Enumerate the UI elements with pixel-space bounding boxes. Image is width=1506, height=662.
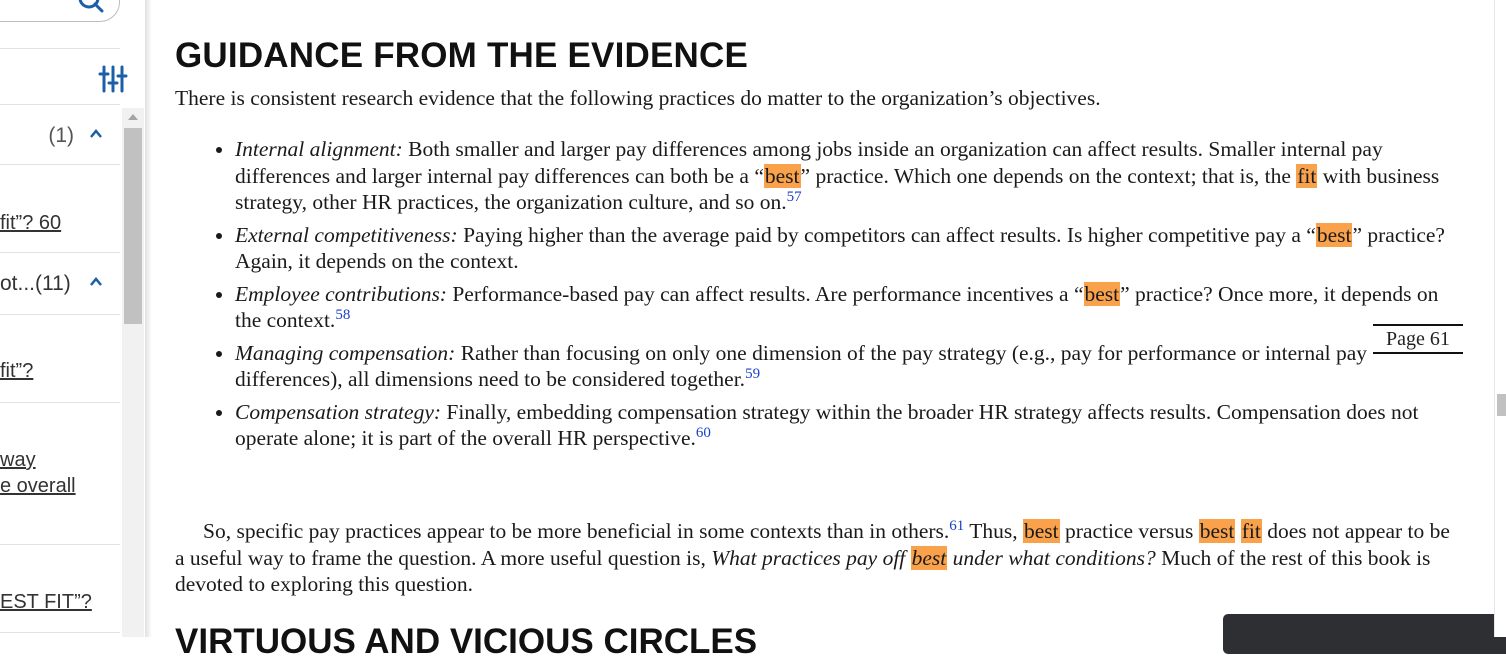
sidebar-scrollbar-thumb[interactable] xyxy=(124,128,142,324)
result-link[interactable]: e overall xyxy=(0,475,76,497)
list-item xyxy=(235,399,1465,452)
sidebar-shadow xyxy=(146,0,152,637)
result-count: (1) xyxy=(48,124,74,147)
sidebar-divider xyxy=(0,104,120,105)
result-link[interactable]: fit”? 60 xyxy=(0,212,62,234)
para-text: does not appear to be a useful way to frame the question. A more useful question is, xyxy=(175,519,1450,570)
search-highlight: best xyxy=(764,163,800,188)
sidebar-divider xyxy=(0,48,120,49)
search-results-sidebar xyxy=(0,0,146,637)
bullet-text: Performance-based pay can affect results. Are performance incentives a “ xyxy=(446,281,1084,306)
search-icon[interactable] xyxy=(76,0,104,16)
chevron-up-icon[interactable] xyxy=(88,126,104,142)
filter-icon[interactable] xyxy=(98,64,128,94)
footnote-link[interactable]: 57 xyxy=(786,188,802,205)
result-link[interactable]: fit”? xyxy=(0,360,34,382)
search-highlight: best xyxy=(1199,519,1235,543)
bullet-term: Employee contributions: xyxy=(235,281,447,306)
page-number-marker: Page 61 xyxy=(1373,324,1463,354)
bullet-term: External competitiveness: xyxy=(235,222,458,247)
bullet-text: Both smaller and larger pay differences among jobs inside an organization can affect results. Smaller internal pay differences and larger internal pay differences can both be a “ xyxy=(235,137,1383,188)
result-group-toggle[interactable] xyxy=(0,120,120,150)
floating-toolbar[interactable] xyxy=(1223,614,1506,654)
section-heading: GUIDANCE FROM THE EVIDENCE xyxy=(175,36,749,75)
page-scrollbar-thumb[interactable] xyxy=(1497,394,1506,416)
search-highlight: best xyxy=(1084,281,1120,306)
scroll-up-arrow-icon[interactable] xyxy=(122,108,144,126)
intro-paragraph: There is consistent research evidence that the following practices do matter to the organization’s objectives. xyxy=(175,86,1101,110)
para-text: So, specific pay practices appear to be more beneficial in some contexts than in others. xyxy=(203,519,950,543)
footnote-link[interactable]: 60 xyxy=(695,424,711,441)
bullet-term: Compensation strategy: xyxy=(235,399,442,424)
sidebar-divider xyxy=(0,314,120,315)
bullet-text: with business strategy, other HR practices, the organization culture, and so on. xyxy=(235,163,1440,214)
result-link[interactable]: way xyxy=(0,449,36,471)
result-group-toggle[interactable] xyxy=(0,268,120,298)
bullet-text: Rather than focusing on only one dimension of the pay strategy (e.g., pay for performance or internal pay differences), all dimensions need to be considered together. xyxy=(235,340,1368,391)
para-text: practice versus xyxy=(1059,519,1199,543)
body-paragraph xyxy=(175,518,1455,598)
para-question: under what conditions? xyxy=(947,545,1156,570)
bullet-text: Finally, embedding compensation strategy within the broader HR strategy affects results. Compensation does not operate alone; it is part of the overall HR perspective. xyxy=(235,399,1419,450)
bullet-text: Paying higher than the average paid by competitors can affect results. Is higher competitive pay a “ xyxy=(457,222,1316,247)
search-highlight: best xyxy=(1024,519,1059,543)
list-item xyxy=(235,340,1465,393)
list-item xyxy=(235,136,1465,216)
bullet-term: Internal alignment: xyxy=(235,137,403,161)
para-text xyxy=(1235,519,1240,543)
footnote-link[interactable]: 59 xyxy=(745,365,761,382)
result-group-label: ot...(11) xyxy=(0,272,71,295)
result-link[interactable]: EST FIT”? xyxy=(0,591,92,613)
para-text: Much of the rest of this book is devoted to exploring this question. xyxy=(175,545,1431,596)
sidebar-divider xyxy=(0,164,120,165)
list-item xyxy=(235,222,1465,275)
bullet-text: ” practice. Which one depends on the context; that is, the xyxy=(800,163,1297,188)
para-text: Thus, xyxy=(964,519,1024,543)
search-highlight: fit xyxy=(1241,519,1261,543)
search-highlight: fit xyxy=(1297,163,1317,188)
sidebar-divider xyxy=(0,402,120,403)
para-question: What practices pay off xyxy=(711,545,911,570)
sidebar-divider xyxy=(0,544,120,545)
sidebar-divider xyxy=(0,632,120,633)
sidebar-divider xyxy=(0,252,120,253)
next-section-heading: VIRTUOUS AND VICIOUS CIRCLES xyxy=(175,622,758,661)
search-highlight: best xyxy=(1316,222,1352,247)
bullet-term: Managing compensation: xyxy=(235,340,456,365)
practice-list xyxy=(197,136,1465,458)
search-highlight: best xyxy=(911,545,947,570)
chevron-up-icon[interactable] xyxy=(88,274,104,290)
footnote-link[interactable]: 61 xyxy=(949,517,965,534)
bullet-text: ” practice? Once more, it depends on the context. xyxy=(235,281,1439,332)
bullet-text: ” practice? Again, it depends on the context. xyxy=(235,222,1445,273)
page-scrollbar[interactable] xyxy=(1494,0,1506,637)
reader-content xyxy=(175,0,1475,661)
footnote-link[interactable]: 58 xyxy=(335,306,351,323)
list-item xyxy=(235,281,1465,334)
